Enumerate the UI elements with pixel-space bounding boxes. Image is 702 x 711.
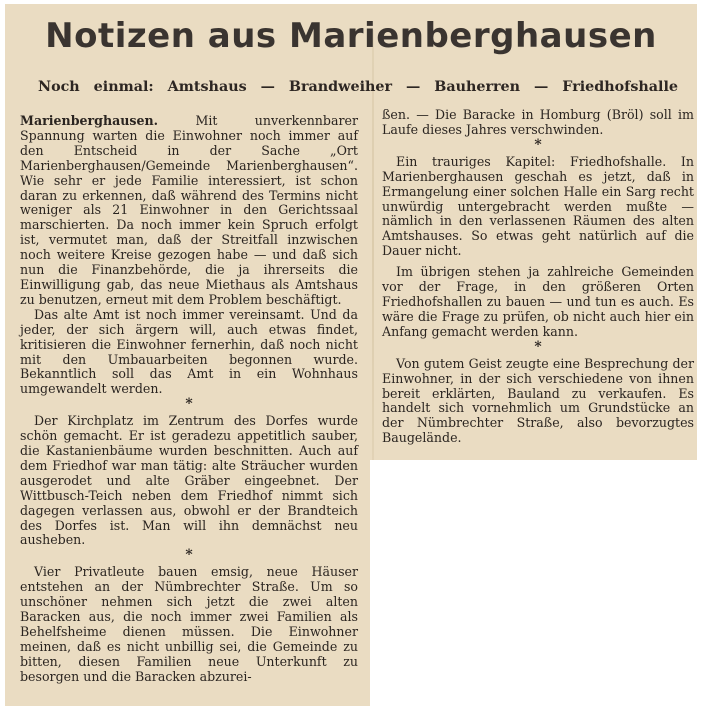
paragraph: Vier Privatleute bauen emsig, neue Häuser entstehen an der Nümbrechter Straße. Um so unschöner nehmen sich jetzt die zwei alten Baracken aus, die noch immer zwei Familien als Behelfsheime dienen müssen. Die Einwohner meinen, daß es nicht unbillig sei, die Gemeinde zu bitten, diesen Familien neue Unterkunft zu besorgen und die Baracken abzurei- (20, 564, 358, 684)
headline: Notizen aus Marienberghausen (45, 16, 657, 56)
separator-asterisk: * (534, 136, 542, 153)
paragraph: Marienberghausen. Mit unverkennbarer Spannung warten die Einwohner noch immer auf den Entscheid in der Sache „Ort Marienberghausen/Gemeinde Marienberghausen“. Wie sehr er jede Familie interessiert, ist schon daran zu erkennen, daß während des Termins nicht weniger als 21 Einwohner in den Gerichtssaal marschierten. Da noch immer kein Spruch erfolgt ist, vermutet man, daß der Streitfall inzwischen noch weitere Kreise gezogen habe — und daß sich nun die Finanzbehörde, die ja ihrerseits die Einwilligung gab, das neue Miethaus als Amtshaus zu benutzen, erneut mit dem Problem beschäftigt. (20, 113, 358, 307)
paragraph: Der Kirchplatz im Zentrum des Dorfes wurde schön gemacht. Er ist geradezu appetitlich sauber, die Kastanienbäume wurden beschnitten. Auch auf dem Friedhof war man tätig: alte Sträucher wurden ausgerodet und alte Gräber eingeebnet. Der Wittbusch-Teich neben dem Friedhof nimmt sich dagegen verlassen aus, obwohl er der Brandteich des Dorfes ist. Man will ihn demnächst neu ausheben. (20, 413, 358, 548)
separator-asterisk: * (534, 338, 542, 355)
paragraph: Ein trauriges Kapitel: Friedhofshalle. In Marienberghausen geschah es jetzt, daß in Ermangelung einer solchen Halle ein Sarg recht unwürdig untergebracht werden mußte — nämlich in den verlassenen Räumen des alten Amtshauses. So etwas geht natürlich auf die Dauer nicht. (382, 153, 694, 259)
separator-asterisk: * (185, 396, 193, 413)
article-column-2 (382, 108, 694, 446)
paragraph: Im übrigen stehen ja zahlreiche Gemeinden vor der Frage, in den größeren Orten Friedhofshallen zu bauen — und tun es auch. Es wäre die Frage zu prüfen, ob nicht auch hier ein Anfang gemacht werden kann. (382, 264, 694, 339)
paragraph: Das alte Amt ist noch immer vereinsamt. Und da jeder, der sich ärgern will, auch etwas findet, kritisieren die Einwohner fernerhin, daß noch nicht mit den Umbauarbeiten begonnen wurde. Bekanntlich soll das Amt in ein Wohnhaus umgewandelt werden. (20, 306, 358, 397)
subheadline: Noch einmal: Amtshaus — Brandweiher — Bauherren — Friedhofshalle (38, 79, 678, 95)
dateline: Marienberghausen. (20, 113, 159, 128)
article-column-1 (20, 114, 358, 685)
paragraph: ßen. — Die Baracke in Homburg (Bröl) soll im Laufe dieses Jahres verschwinden. (382, 107, 694, 137)
separator-asterisk: * (185, 547, 193, 564)
paragraph: Von gutem Geist zeugte eine Besprechung der Einwohner, in der sich verschiedene von ihnen bereit erklärten, Bauland zu verkaufen. Es handelt sich vornehmlich um Grundstücke an der Nümbrechter Straße, also bevorzugtes Baugelände. (382, 355, 694, 446)
